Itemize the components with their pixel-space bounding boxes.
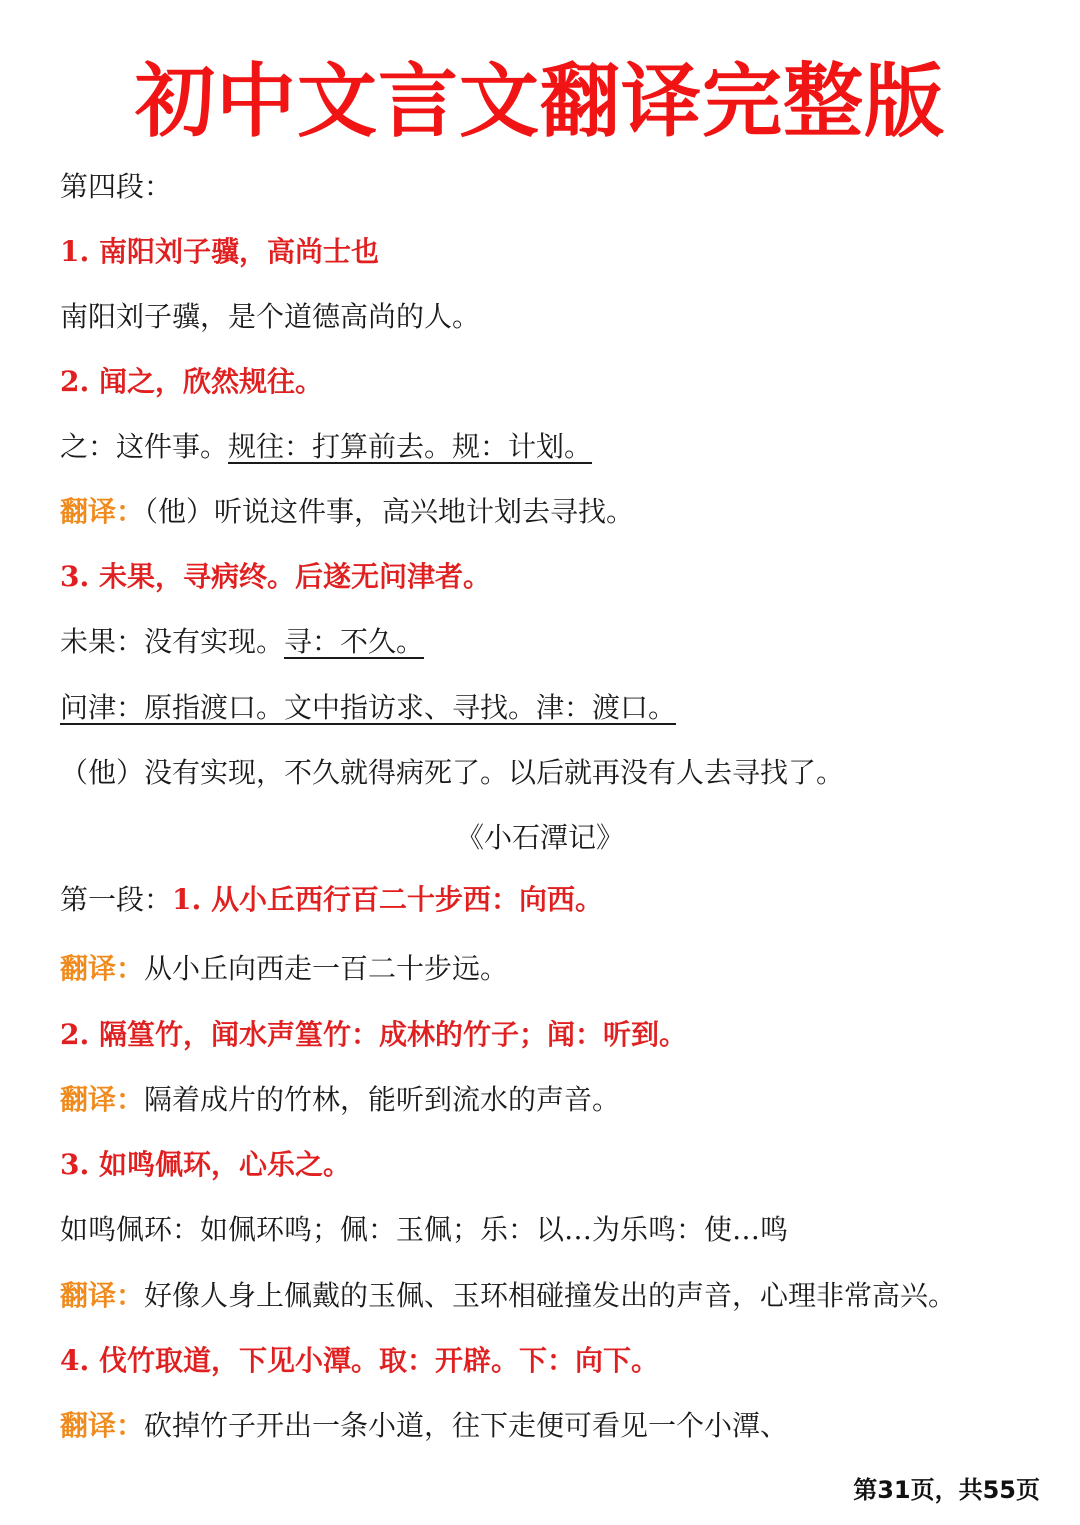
annotation-underlined: 寻：不久。 <box>284 625 425 658</box>
original-sentence: 2. 隔篁竹，闻水声篁竹：成林的竹子；闻：听到。 <box>60 1018 687 1051</box>
translation-label: 翻译： <box>60 495 145 528</box>
translation-text: （他）听说这件事，高兴地计划去寻找。 <box>144 495 635 528</box>
section-heading: 第四段： <box>60 170 173 203</box>
section-line <box>60 880 603 920</box>
page-title: 初中文言文翻译完整版 <box>135 55 945 148</box>
annotation-line <box>60 622 424 662</box>
annotation-underlined: 规往：打算前去。规：计划。 <box>228 430 593 463</box>
translation-text: 好像人身上佩戴的玉佩、玉环相碰撞发出的声音，心理非常高兴。 <box>144 1279 957 1312</box>
translation-text: （他）没有实现，不久就得病死了。以后就再没有人去寻找了。 <box>60 756 845 789</box>
original-sentence: 1. 从小丘西行百二十步西：向西。 <box>172 883 603 916</box>
translation-label: 翻译： <box>60 952 145 985</box>
annotation-line <box>60 688 676 728</box>
annotation-plain: 未果：没有实现。 <box>60 625 285 658</box>
original-sentence: 3. 未果，寻病终。后遂无问津者。 <box>60 560 491 593</box>
translation-line <box>60 1080 620 1120</box>
translation-text: 从小丘向西走一百二十步远。 <box>144 952 509 985</box>
translation-text: 隔着成片的竹林，能听到流水的声音。 <box>144 1083 621 1116</box>
article-title: 《小石潭记》 <box>455 821 624 854</box>
translation-label: 翻译： <box>60 1409 145 1442</box>
section-heading: 第一段： <box>60 883 173 916</box>
translation-text: 南阳刘子骥，是个道德高尚的人。 <box>60 300 481 333</box>
translation-label: 翻译： <box>60 1279 145 1312</box>
annotation-underlined: 问津：原指渡口。文中指访求、寻找。津：渡口。 <box>60 691 677 724</box>
original-sentence: 3. 如鸣佩环，心乐之。 <box>60 1148 351 1181</box>
original-sentence: 2. 闻之，欣然规往。 <box>60 365 323 398</box>
annotation-line: 如鸣佩环：如佩环鸣；佩：玉佩；乐：以…为乐鸣：使…鸣 <box>60 1213 789 1246</box>
translation-text: 砍掉竹子开出一条小道，往下走便可看见一个小潭、 <box>144 1409 789 1442</box>
translation-label: 翻译： <box>60 1083 145 1116</box>
translation-line <box>60 949 508 989</box>
translation-line <box>60 1276 956 1316</box>
translation-line <box>60 492 634 532</box>
annotation-line <box>60 427 592 467</box>
page-number: 第31页，共55页 <box>853 1476 1040 1504</box>
original-sentence: 1. 南阳刘子骥，高尚士也 <box>60 235 379 268</box>
original-sentence: 4. 伐竹取道，下见小潭。取：开辟。下：向下。 <box>60 1344 659 1377</box>
translation-line <box>60 1406 788 1446</box>
annotation-plain: 之：这件事。 <box>60 430 229 463</box>
